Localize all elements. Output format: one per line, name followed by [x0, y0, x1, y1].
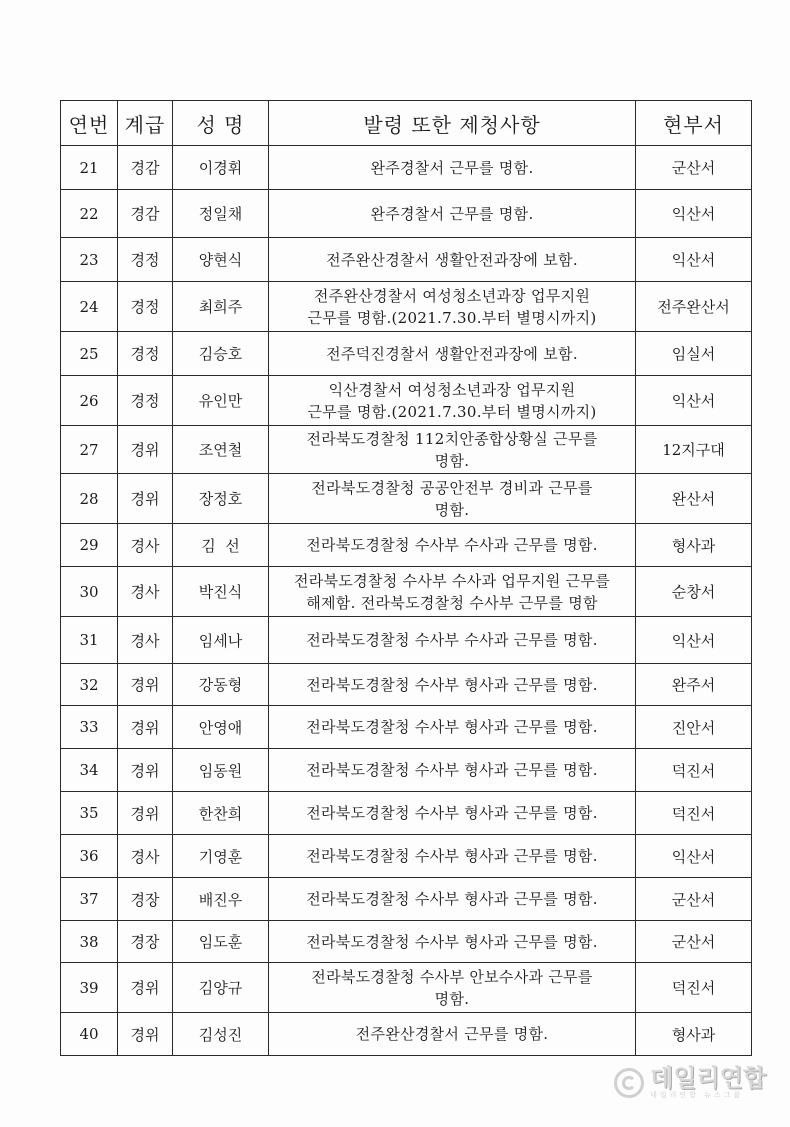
table-row [61, 749, 752, 792]
header-current-dept: 현부서 [636, 101, 752, 146]
table-row [61, 835, 752, 878]
name-cell: 임도훈 [173, 921, 269, 963]
current-dept-cell: 군산서 [636, 146, 752, 190]
table-row [61, 332, 752, 376]
current-dept-cell: 형사과 [636, 524, 752, 567]
table-row [61, 963, 752, 1013]
serial-number-cell: 36 [61, 835, 118, 878]
current-dept-cell: 익산서 [636, 617, 752, 664]
order-cell [269, 878, 636, 921]
order-cell [269, 474, 636, 524]
table-header-row [61, 101, 752, 146]
order-text-line: 전라북도경찰청 수사부 안보수사과 근무를 [311, 967, 593, 986]
order-text-line: 전라북도경찰청 수사부 형사과 근무를 명함. [306, 761, 598, 779]
name-cell: 임동원 [173, 749, 269, 792]
current-dept-cell: 형사과 [636, 1013, 752, 1056]
table-row [61, 792, 752, 835]
table-row [61, 190, 752, 238]
order-cell [269, 524, 636, 567]
order-text-line: 전주완산경찰서 여성청소년과장 업무지원 [313, 286, 591, 305]
name-cell: 한찬희 [173, 792, 269, 835]
table-row [61, 1013, 752, 1056]
order-text-line: 완주경찰서 근무를 명함. [370, 204, 534, 223]
header-name: 성 명 [173, 101, 269, 146]
order-text-line: 전라북도경찰청 수사부 수사과 근무를 명함. [306, 631, 598, 649]
name-cell: 김승호 [173, 332, 269, 376]
order-text-line: 전라북도경찰청 수사부 형사과 근무를 명함. [306, 932, 598, 951]
rank-cell: 경위 [118, 474, 173, 524]
current-dept-cell: 완산서 [636, 474, 752, 524]
name-cell: 배진우 [173, 878, 269, 921]
table-row [61, 146, 752, 190]
table-row [61, 426, 752, 474]
name-cell: 유인만 [173, 376, 269, 426]
order-text-line: 전주완산경찰서 생활안전과장에 보함. [326, 250, 578, 269]
name-cell: 임세나 [173, 617, 269, 664]
name-cell: 양현식 [173, 238, 269, 282]
name-cell: 박진식 [173, 567, 269, 617]
order-text-line: 근무를 명함.(2021.7.30.부터 별명시까지) [307, 402, 597, 421]
name-cell: 기영훈 [173, 835, 269, 878]
watermark-logo [614, 1066, 766, 1099]
header-serial-number: 연번 [61, 101, 118, 146]
order-cell [269, 282, 636, 332]
serial-number-cell: 21 [61, 146, 118, 190]
rank-cell: 경정 [118, 282, 173, 332]
order-cell [269, 376, 636, 426]
current-dept-cell: 군산서 [636, 878, 752, 921]
name-cell: 김성진 [173, 1013, 269, 1056]
serial-number-cell: 28 [61, 474, 118, 524]
rank-cell: 경정 [118, 332, 173, 376]
rank-cell: 경위 [118, 664, 173, 706]
order-cell [269, 921, 636, 963]
name-cell: 강동형 [173, 664, 269, 706]
current-dept-cell: 덕진서 [636, 792, 752, 835]
order-text-line: 해제함. 전라북도경찰청 수사부 근무를 명함 [306, 593, 598, 612]
rank-cell: 경위 [118, 1013, 173, 1056]
table-row [61, 664, 752, 706]
rank-cell: 경사 [118, 617, 173, 664]
serial-number-cell: 32 [61, 664, 118, 706]
rank-cell: 경감 [118, 190, 173, 238]
rank-cell: 경사 [118, 567, 173, 617]
name-cell: 정일채 [173, 190, 269, 238]
current-dept-cell: 익산서 [636, 376, 752, 426]
name-cell: 안영애 [173, 706, 269, 749]
rank-cell: 경위 [118, 426, 173, 474]
order-text-line: 명함. [434, 451, 470, 470]
table-row [61, 567, 752, 617]
table-row [61, 878, 752, 921]
order-text-line: 전라북도경찰청 수사부 수사과 업무지원 근무를 [293, 571, 611, 590]
table-row [61, 238, 752, 282]
watermark-title: 데일리연합 [650, 1064, 766, 1092]
serial-number-cell: 35 [61, 792, 118, 835]
order-text-line: 완주경찰서 근무를 명함. [370, 158, 534, 177]
current-dept-cell: 순창서 [636, 567, 752, 617]
current-dept-cell: 전주완산서 [636, 282, 752, 332]
order-cell [269, 706, 636, 749]
current-dept-cell: 덕진서 [636, 749, 752, 792]
order-text-line: 전라북도경찰청 수사부 형사과 근무를 명함. [306, 718, 598, 736]
order-cell [269, 426, 636, 474]
serial-number-cell: 37 [61, 878, 118, 921]
serial-number-cell: 25 [61, 332, 118, 376]
table-row [61, 376, 752, 426]
daily-union-logo-icon [614, 1068, 644, 1098]
order-cell [269, 749, 636, 792]
current-dept-cell: 익산서 [636, 835, 752, 878]
rank-cell: 경감 [118, 146, 173, 190]
rank-cell: 경정 [118, 238, 173, 282]
order-cell [269, 190, 636, 238]
order-text-line: 전라북도경찰청 수사부 형사과 근무를 명함. [306, 890, 598, 908]
serial-number-cell: 38 [61, 921, 118, 963]
serial-number-cell: 40 [61, 1013, 118, 1056]
current-dept-cell: 군산서 [636, 921, 752, 963]
name-cell: 이경휘 [173, 146, 269, 190]
rank-cell: 경장 [118, 878, 173, 921]
order-text-line: 전라북도경찰청 112치안종합상황실 근무를 [306, 429, 598, 448]
order-cell [269, 792, 636, 835]
table-row [61, 617, 752, 664]
serial-number-cell: 31 [61, 617, 118, 664]
rank-cell: 경장 [118, 921, 173, 963]
name-cell: 김양규 [173, 963, 269, 1013]
header-rank: 계급 [118, 101, 173, 146]
order-cell [269, 617, 636, 664]
order-text-line: 근무를 명함.(2021.7.30.부터 별명시까지) [307, 308, 597, 327]
table-row [61, 524, 752, 567]
order-cell [269, 1013, 636, 1056]
serial-number-cell: 34 [61, 749, 118, 792]
serial-number-cell: 33 [61, 706, 118, 749]
table-row [61, 282, 752, 332]
order-cell [269, 963, 636, 1013]
current-dept-cell: 익산서 [636, 238, 752, 282]
order-text-line: 전라북도경찰청 수사부 형사과 근무를 명함. [306, 847, 598, 865]
table-row [61, 921, 752, 963]
name-cell: 조연철 [173, 426, 269, 474]
order-text-line: 전라북도경찰청 공공안전부 경비과 근무를 [311, 478, 593, 497]
current-dept-cell: 완주서 [636, 664, 752, 706]
current-dept-cell: 진안서 [636, 706, 752, 749]
table-row [61, 706, 752, 749]
rank-cell: 경사 [118, 835, 173, 878]
serial-number-cell: 23 [61, 238, 118, 282]
rank-cell: 경위 [118, 749, 173, 792]
watermark-subtitle: 데일리연합 뉴스그룹 [650, 1091, 744, 1099]
rank-cell: 경위 [118, 792, 173, 835]
order-text-line: 명함. [434, 500, 470, 519]
name-cell: 장정호 [173, 474, 269, 524]
serial-number-cell: 22 [61, 190, 118, 238]
order-cell [269, 238, 636, 282]
header-order: 발령 또한 제청사항 [269, 101, 636, 146]
table-row [61, 474, 752, 524]
serial-number-cell: 24 [61, 282, 118, 332]
current-dept-cell: 익산서 [636, 190, 752, 238]
order-text-line: 전라북도경찰청 수사부 형사과 근무를 명함. [306, 804, 598, 822]
serial-number-cell: 27 [61, 426, 118, 474]
order-cell [269, 332, 636, 376]
current-dept-cell: 임실서 [636, 332, 752, 376]
personnel-table [60, 100, 752, 1056]
order-cell [269, 146, 636, 190]
serial-number-cell: 39 [61, 963, 118, 1013]
order-cell [269, 664, 636, 706]
serial-number-cell: 26 [61, 376, 118, 426]
name-cell: 최희주 [173, 282, 269, 332]
current-dept-cell: 12지구대 [636, 426, 752, 474]
order-text-line: 전라북도경찰청 수사부 형사과 근무를 명함. [306, 675, 598, 694]
order-cell [269, 835, 636, 878]
order-text-line: 익산경찰서 여성청소년과장 업무지원 [328, 380, 576, 399]
current-dept-cell: 덕진서 [636, 963, 752, 1013]
order-text-line: 전라북도경찰청 수사부 수사과 근무를 명함. [306, 536, 598, 554]
name-cell: 김 선 [173, 524, 269, 567]
rank-cell: 경위 [118, 963, 173, 1013]
serial-number-cell: 29 [61, 524, 118, 567]
order-text-line: 전주덕진경찰서 생활안전과장에 보함. [326, 344, 578, 363]
rank-cell: 경사 [118, 524, 173, 567]
rank-cell: 경정 [118, 376, 173, 426]
order-text-line: 전주완산경찰서 근무를 명함. [355, 1025, 549, 1043]
serial-number-cell: 30 [61, 567, 118, 617]
rank-cell: 경위 [118, 706, 173, 749]
order-cell [269, 567, 636, 617]
order-text-line: 명함. [434, 989, 470, 1008]
